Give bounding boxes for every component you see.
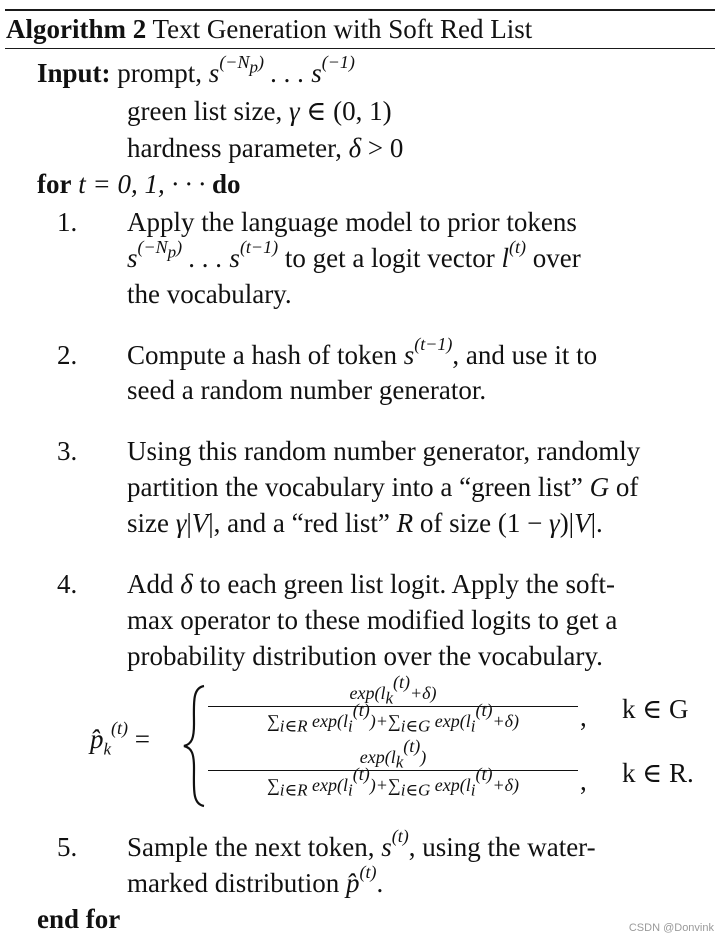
step-5-line-1: Sample the next token, $s^{(t)}$, using the water- — [127, 826, 596, 862]
algorithm-label: Algorithm 2 — [6, 14, 147, 44]
for-range: t = 0, 1, · · · — [78, 169, 206, 199]
step-4-number: 4. — [57, 569, 78, 599]
for-line — [37, 167, 241, 201]
case-2-punct: , — [580, 766, 587, 796]
do-keyword: do — [211, 169, 241, 199]
step-4-line-2: max operator to these modified logits to get a — [127, 605, 618, 635]
end-for-line: end for — [37, 904, 121, 934]
case-1-fraction: $\exp(l_k^{(t)}+\delta)$ $\sum_{i\in R}$ $\exp(l_i^{(t)})+\sum_{i\in G}$ $\exp(l_i^{(t)}+\delta)$ — [208, 682, 578, 733]
step-1-number: 1. — [57, 207, 78, 237]
step-3-line-2: partition the vocabulary into a “green list” G of — [127, 472, 639, 502]
step-1-line-1: Apply the language model to prior tokens — [127, 207, 577, 237]
step-4-line-1: Add δ to each green list logit. Apply the soft- — [127, 569, 615, 599]
case-2-fraction: $\exp(l_k^{(t)})$ $\sum_{i\in R}$ $\exp(l_i^{(t)})+\sum_{i\in G}$ $\exp(l_i^{(t)}+\delta)$ — [208, 746, 578, 797]
case-2-condition: k ∈ R. — [622, 758, 694, 788]
input-prompt-expr: $s^{(-N_p)}$ . . . $s^{(-1)}$ — [208, 52, 355, 88]
title-rule — [5, 48, 715, 49]
step-4-line-3: probability distribution over the vocabulary. — [127, 641, 603, 671]
step-2-number: 2. — [57, 340, 78, 370]
equation-brace-icon — [182, 684, 208, 808]
step-5-number: 5. — [57, 832, 78, 862]
input-line-hardness — [127, 131, 403, 165]
input-line-green-list — [127, 94, 392, 128]
step-2-line-1: Compute a hash of token $s^{(t-1)}$, and use it to — [127, 334, 598, 370]
step-1-line-3: the vocabulary. — [127, 279, 292, 309]
step-3-number: 3. — [57, 436, 78, 466]
step-1-line-2: $s^{(-N_p)}$ . . . $s^{(t-1)}$ to get a logit vector $l^{(t)}$ over — [127, 237, 581, 273]
softmax-equation — [90, 672, 710, 810]
for-keyword: for — [37, 169, 72, 199]
input-label: Input: — [37, 58, 111, 88]
equation-lhs: $p̂_k^{(t)}$ = — [90, 718, 151, 759]
input-green-list: green list size, γ ∈ (0, 1) — [127, 96, 392, 126]
watermark: CSDN @Donvink — [628, 922, 714, 934]
algorithm-title-text: Text Generation with Soft Red List — [152, 14, 533, 44]
algorithm-title — [6, 11, 532, 47]
step-5-line-2: marked distribution p̂$^{(t)}$. — [127, 862, 384, 898]
input-line-prompt — [37, 52, 355, 90]
input-hardness: hardness parameter, δ > 0 — [127, 133, 404, 163]
input-prompt-text: prompt, — [117, 58, 203, 88]
step-2-line-2: seed a random number generator. — [127, 375, 487, 405]
step-3-line-3: size γ|V|, and a “red list” R of size (1 − γ)|V|. — [127, 508, 603, 538]
case-1-condition: k ∈ G — [622, 694, 689, 724]
case-1-punct: , — [580, 702, 587, 732]
step-3-line-1: Using this random number generator, randomly — [127, 436, 641, 466]
